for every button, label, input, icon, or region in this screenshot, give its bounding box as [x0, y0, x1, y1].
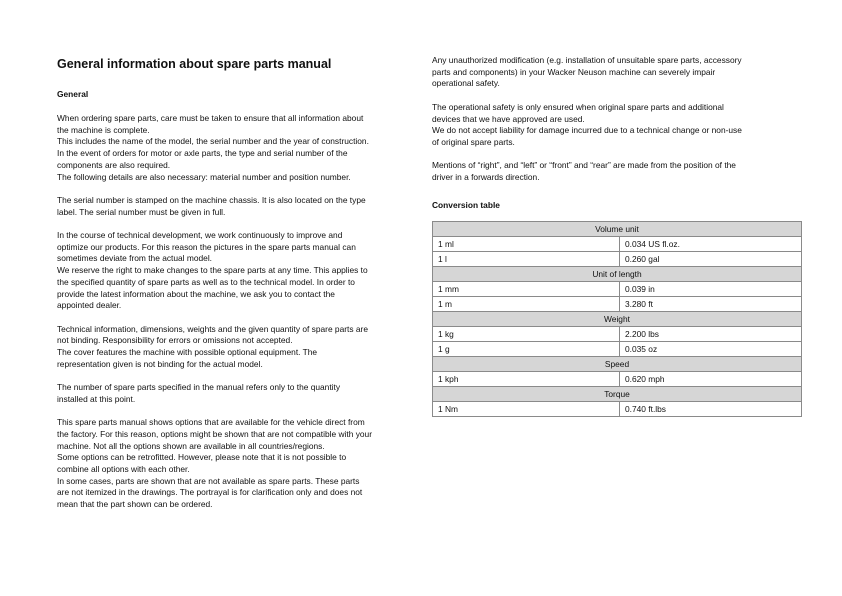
section-header: Speed — [433, 356, 802, 371]
paragraph: In the course of technical development, we work continuously to improve and optimize our products. For this reason the pictures in the spare parts manual can sometimes deviate from the actual model. We reserve the right to make changes to the spare parts at any time. This applies to the specified quantity of spare parts as well as to the technical model. In order to provide the latest information about the machine, we ask you to contact the appointed dealer. — [57, 230, 368, 311]
value-cell: 0.260 gal — [620, 251, 802, 266]
section-header: Weight — [433, 311, 802, 326]
paragraph: This spare parts manual shows options that are available for the vehicle direct from the factory. For this reason, options might be shown that are not compatible with your machine. Not all the options shown are available in all countries/regions. Some options can be retrofitted. However, please note that it is not possible to combine all options with each other. In some cases, parts are shown that are not available as spare parts. These parts are not itemized in the drawings. The portrayal is for clarification only and does not mean that the part shown can be ordered. — [57, 417, 372, 510]
table-row — [433, 401, 802, 416]
page-title: General information about spare parts manual — [57, 57, 332, 71]
paragraph: When ordering spare parts, care must be taken to ensure that all information about the machine is complete. This includes the name of the model, the serial number and the year of construction. In the event of orders for motor or axle parts, the type and serial number of the components are also required. The following details are also necessary: material number and position number. — [57, 113, 369, 182]
section-header: Unit of length — [433, 266, 802, 281]
paragraph: The number of spare parts specified in the manual refers only to the quantity installed at this point. — [57, 382, 341, 404]
value-cell: 0.740 ft.lbs — [620, 401, 802, 416]
value-cell: 2.200 lbs — [620, 326, 802, 341]
section-row — [433, 311, 802, 326]
unit-cell: 1 g — [433, 341, 620, 356]
value-cell: 0.620 mph — [620, 371, 802, 386]
table-row — [433, 341, 802, 356]
unit-cell: 1 ml — [433, 236, 620, 251]
left-column — [57, 57, 402, 523]
table-row — [433, 281, 802, 296]
table-row — [433, 371, 802, 386]
conversion-table-title: Conversion table — [432, 199, 500, 210]
section-header: Volume unit — [433, 221, 802, 236]
value-cell: 0.034 US fl.oz. — [620, 236, 802, 251]
table-row — [433, 326, 802, 341]
paragraph: Mentions of “right”, and “left” or “front” and “rear” are made from the position of the driver in a forwards direction. — [432, 160, 736, 182]
unit-cell: 1 m — [433, 296, 620, 311]
paragraph: The serial number is stamped on the machine chassis. It is also located on the type label. The serial number must be given in full. — [57, 194, 366, 217]
table-row — [433, 296, 802, 311]
table-row — [433, 236, 802, 251]
section-header: Torque — [433, 386, 802, 401]
section-row — [433, 266, 802, 281]
paragraph: The operational safety is only ensured when original spare parts and additional devices that we have approved are used. We do not accept liability for damage incurred due to a technical change or non-use of original spare parts. — [432, 101, 742, 147]
paragraph: Technical information, dimensions, weights and the given quantity of spare parts are not binding. Responsibility for errors or omissions not accepted. The cover features the machine with possible optional equipment. The representation given is not binding for the actual model. — [57, 323, 368, 369]
value-cell: 0.035 oz — [620, 341, 802, 356]
unit-cell: 1 kph — [433, 371, 620, 386]
section-row — [433, 221, 802, 236]
unit-cell: 1 mm — [433, 281, 620, 296]
section-row — [433, 356, 802, 371]
section-row — [433, 386, 802, 401]
unit-cell: 1 kg — [433, 326, 620, 341]
paragraph: Any unauthorized modification (e.g. installation of unsuitable spare parts, accessory parts and components) in your Wacker Neuson machine can severely impair operational safety. — [432, 55, 742, 89]
unit-cell: 1 Nm — [433, 401, 620, 416]
table-row — [433, 251, 802, 266]
value-cell: 0.039 in — [620, 281, 802, 296]
general-heading: General — [57, 89, 89, 99]
unit-cell: 1 l — [433, 251, 620, 266]
value-cell: 3.280 ft — [620, 296, 802, 311]
right-column — [432, 55, 802, 417]
conversion-table — [432, 221, 802, 417]
